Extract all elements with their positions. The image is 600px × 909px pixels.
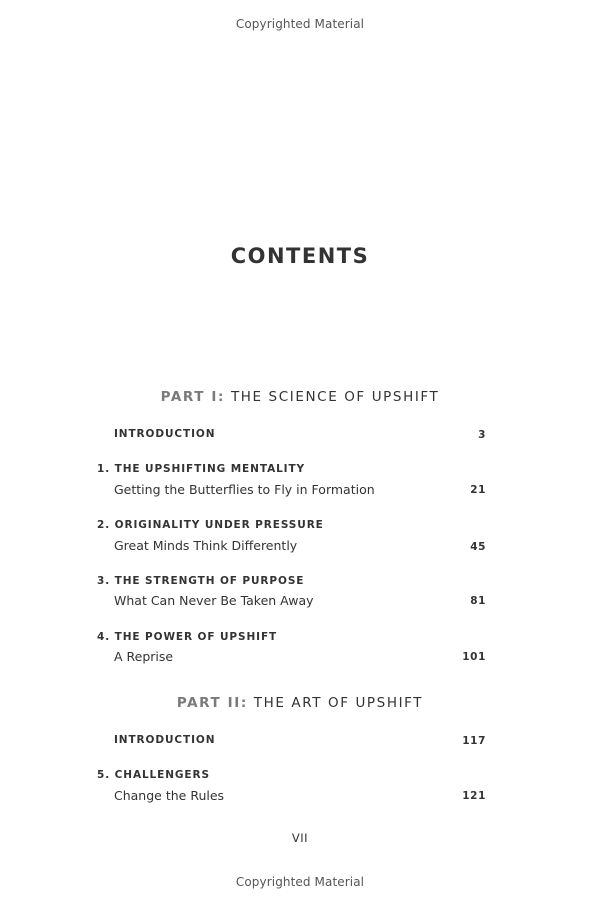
part-heading-2 (0, 695, 600, 711)
toc-entry-title: 2. ORIGINALITY UNDER PRESSURE (97, 519, 324, 531)
part-label: PART II: (176, 695, 248, 711)
part-title: THE SCIENCE OF UPSHIFT (230, 389, 440, 405)
toc-entry-subtitle: Getting the Butterflies to Fly in Formation (114, 482, 375, 497)
copyright-header: Copyrighted Material (235, 17, 365, 31)
page-title: CONTENTS (230, 244, 370, 268)
toc-page-number: 117 (462, 735, 486, 747)
toc-entry-title: 5. CHALLENGERS (97, 769, 210, 781)
toc-page-number: 3 (478, 429, 486, 441)
part-label: PART I: (160, 389, 226, 405)
toc-entry-subtitle: Great Minds Think Differently (114, 538, 298, 553)
toc-entry-title: 1. THE UPSHIFTING MENTALITY (97, 463, 306, 475)
toc-entry-title: 4. THE POWER OF UPSHIFT (97, 631, 278, 643)
toc-entry-subtitle: Change the Rules (114, 788, 225, 803)
copyright-footer: Copyrighted Material (235, 875, 365, 889)
part-title: THE ART OF UPSHIFT (253, 695, 424, 711)
part-heading-1 (0, 389, 600, 405)
toc-page-number: 21 (470, 484, 486, 496)
toc-entry-title: INTRODUCTION (114, 734, 216, 746)
toc-entry-subtitle: A Reprise (114, 649, 174, 664)
toc-page-number: 45 (470, 541, 486, 553)
toc-entry-title: 3. THE STRENGTH OF PURPOSE (97, 575, 305, 587)
toc-page-number: 121 (462, 790, 486, 802)
toc-page-number: 81 (470, 595, 486, 607)
toc-entry-subtitle: What Can Never Be Taken Away (114, 593, 314, 608)
toc-page-number: 101 (462, 651, 486, 663)
toc-entry-title: INTRODUCTION (114, 428, 216, 440)
page-folio: VII (291, 831, 309, 845)
